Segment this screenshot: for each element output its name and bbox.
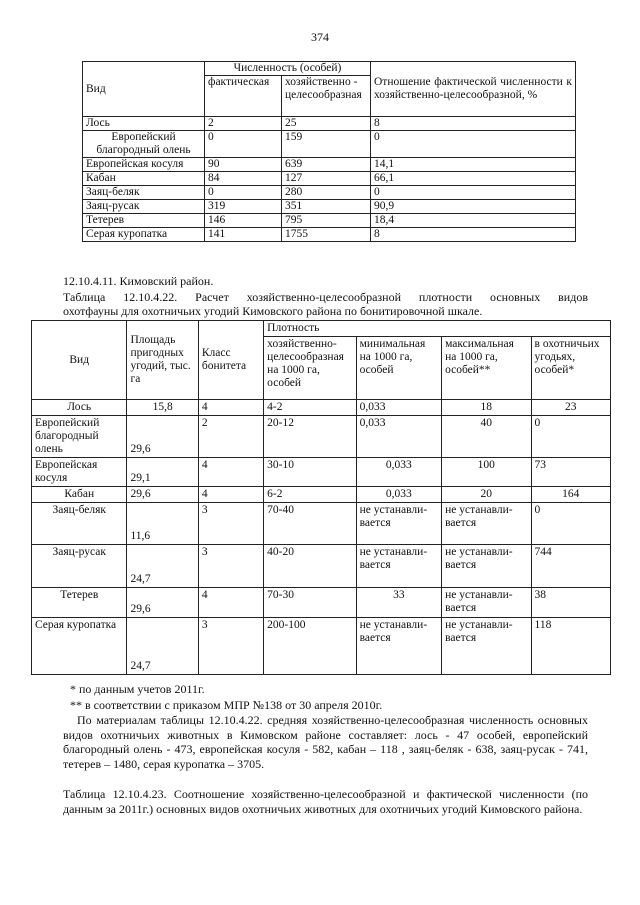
table-row bbox=[32, 545, 611, 588]
t2-minimum: 0,033 bbox=[356, 400, 441, 416]
t1-economic: 25 bbox=[282, 117, 371, 131]
t1-species: Тетерев bbox=[83, 214, 205, 228]
t1-species: Заяц-русак bbox=[83, 200, 205, 214]
table-row bbox=[83, 214, 576, 228]
t2-economic: 70-40 bbox=[264, 503, 356, 545]
t2-minimum: не устанавли-вается bbox=[356, 503, 441, 545]
t2-minimum: не устанавли-вается bbox=[356, 545, 441, 588]
t1-actual: 84 bbox=[205, 172, 282, 186]
t2-species: Серая куропатка bbox=[32, 618, 127, 675]
ratio-table bbox=[82, 61, 576, 242]
t1-actual: 146 bbox=[205, 214, 282, 228]
t2-class: 3 bbox=[198, 503, 263, 545]
t1-species: Кабан bbox=[83, 172, 205, 186]
t2-header-maximum: максимальная на 1000 га, особей** bbox=[442, 337, 531, 400]
t2-in-grounds: 23 bbox=[531, 400, 610, 416]
t2-maximum: 100 bbox=[442, 458, 531, 487]
section-heading: 12.10.4.11. Кимовский район. bbox=[63, 274, 214, 288]
t2-area: 11,6 bbox=[127, 503, 198, 545]
t1-ratio: 90,9 bbox=[371, 200, 576, 214]
t1-economic: 280 bbox=[282, 186, 371, 200]
t2-economic: 4-2 bbox=[264, 400, 356, 416]
t2-header-density-group: Плотность bbox=[264, 321, 611, 337]
t2-area: 29,6 bbox=[127, 416, 198, 458]
table-row bbox=[32, 458, 611, 487]
t2-class: 4 bbox=[198, 487, 263, 503]
table2-caption-line1: Таблица 12.10.4.22. Расчет хозяйственно-целесообразной плотности основных видов bbox=[63, 290, 588, 304]
t2-class: 4 bbox=[198, 400, 263, 416]
t2-in-grounds: 0 bbox=[531, 416, 610, 458]
page-number: 374 bbox=[311, 30, 329, 44]
t1-species: Европейская косуля bbox=[83, 158, 205, 172]
t2-header-economic: хозяйственно-целесообразная на 1000 га, особей bbox=[264, 337, 356, 400]
t1-actual: 90 bbox=[205, 158, 282, 172]
table-row bbox=[83, 131, 576, 158]
table-row bbox=[32, 588, 611, 618]
summary-paragraph: По материалам таблицы 12.10.4.22. средняя хозяйственно-целесообразная численность основных видов охотничьих животных в Кимовском районе составляет: лось - 47 особей, европейский благородный олень - 473, европейская косуля - 582, кабан – 118 , заяц-беляк - 638, заяц-русак - 741, тетерев – 1480, серая куропатка – 3705. bbox=[63, 713, 588, 771]
t2-class: 2 bbox=[198, 416, 263, 458]
t2-maximum: не устанавли-вается bbox=[442, 503, 531, 545]
t1-header-species: Вид bbox=[83, 62, 205, 117]
table-row bbox=[83, 117, 576, 131]
t2-area: 24,7 bbox=[127, 618, 198, 675]
t1-ratio: 0 bbox=[371, 186, 576, 200]
t1-species: Лось bbox=[83, 117, 205, 131]
t1-economic: 1755 bbox=[282, 228, 371, 242]
t2-maximum: не устанавли-вается bbox=[442, 545, 531, 588]
t1-species: Европейский благородный олень bbox=[83, 131, 205, 158]
t2-maximum: не устанавли-вается bbox=[442, 588, 531, 618]
t2-in-grounds: 73 bbox=[531, 458, 610, 487]
table-row bbox=[83, 186, 576, 200]
t1-economic: 639 bbox=[282, 158, 371, 172]
t1-ratio: 18,4 bbox=[371, 214, 576, 228]
t1-actual: 0 bbox=[205, 131, 282, 158]
t2-class: 3 bbox=[198, 618, 263, 675]
table-row bbox=[32, 400, 611, 416]
table2-caption-line2: охотфауны для охотничьих угодий Кимовского района по бонитировочной шкале. bbox=[63, 304, 483, 318]
t2-minimum: 0,033 bbox=[356, 458, 441, 487]
t2-area: 29,6 bbox=[127, 487, 198, 503]
t1-ratio: 0 bbox=[371, 131, 576, 158]
table-row bbox=[32, 503, 611, 545]
density-table bbox=[31, 320, 611, 675]
t2-species: Европейская косуля bbox=[32, 458, 127, 487]
table-row bbox=[32, 487, 611, 503]
t2-species: Кабан bbox=[32, 487, 127, 503]
t2-header-species: Вид bbox=[32, 321, 127, 400]
t2-economic: 20-12 bbox=[264, 416, 356, 458]
t2-economic: 200-100 bbox=[264, 618, 356, 675]
t2-class: 4 bbox=[198, 458, 263, 487]
table-row bbox=[83, 172, 576, 186]
t2-species: Заяц-русак bbox=[32, 545, 127, 588]
t1-header-ratio: Отношение фактической численности к хозяйственно-целесообразной, % bbox=[371, 62, 576, 117]
t2-class: 4 bbox=[198, 588, 263, 618]
t1-ratio: 8 bbox=[371, 117, 576, 131]
t2-maximum: 20 bbox=[442, 487, 531, 503]
footnote-1: * по данным учетов 2011г. bbox=[70, 682, 205, 696]
t1-ratio: 66,1 bbox=[371, 172, 576, 186]
t1-header-count-group: Численность (особей) bbox=[205, 62, 371, 76]
table-row bbox=[83, 200, 576, 214]
t2-species: Заяц-беляк bbox=[32, 503, 127, 545]
t2-area: 24,7 bbox=[127, 545, 198, 588]
t2-species: Тетерев bbox=[32, 588, 127, 618]
t2-in-grounds: 118 bbox=[531, 618, 610, 675]
t2-header-class: Класс бонитета bbox=[198, 321, 263, 400]
table-row bbox=[32, 416, 611, 458]
t2-economic: 40-20 bbox=[264, 545, 356, 588]
t2-area: 29,1 bbox=[127, 458, 198, 487]
t1-actual: 0 bbox=[205, 186, 282, 200]
footnote-2: ** в соответствии с приказом МПР №138 от 30 апреля 2010г. bbox=[70, 698, 383, 712]
t2-minimum: 33 bbox=[356, 588, 441, 618]
t2-maximum: 40 bbox=[442, 416, 531, 458]
t2-area: 15,8 bbox=[127, 400, 198, 416]
t2-maximum: 18 bbox=[442, 400, 531, 416]
t2-in-grounds: 164 bbox=[531, 487, 610, 503]
t1-ratio: 14,1 bbox=[371, 158, 576, 172]
t1-actual: 2 bbox=[205, 117, 282, 131]
t2-minimum: 0,033 bbox=[356, 487, 441, 503]
t1-header-actual: фактическая bbox=[205, 76, 282, 117]
t2-maximum: не устанавли-вается bbox=[442, 618, 531, 675]
t2-area: 29,6 bbox=[127, 588, 198, 618]
t2-header-minimum: минимальная на 1000 га, особей bbox=[356, 337, 441, 400]
t1-economic: 351 bbox=[282, 200, 371, 214]
t2-in-grounds: 38 bbox=[531, 588, 610, 618]
t1-actual: 141 bbox=[205, 228, 282, 242]
t1-header-economic: хозяйственно - целесообразная bbox=[282, 76, 371, 117]
t2-header-in-grounds: в охотничьих угодьях, особей* bbox=[531, 337, 610, 400]
t2-economic: 30-10 bbox=[264, 458, 356, 487]
t2-class: 3 bbox=[198, 545, 263, 588]
t1-species: Серая куропатка bbox=[83, 228, 205, 242]
t1-economic: 159 bbox=[282, 131, 371, 158]
table-row bbox=[83, 228, 576, 242]
t2-economic: 6-2 bbox=[264, 487, 356, 503]
t1-ratio: 8 bbox=[371, 228, 576, 242]
t2-header-area: Площадь пригодных угодий, тыс. га bbox=[127, 321, 198, 400]
t1-species: Заяц-беляк bbox=[83, 186, 205, 200]
t1-actual: 319 bbox=[205, 200, 282, 214]
t2-in-grounds: 0 bbox=[531, 503, 610, 545]
t2-in-grounds: 744 bbox=[531, 545, 610, 588]
table3-caption: Таблица 12.10.4.23. Соотношение хозяйственно-целесообразной и фактической численности (по данным за 2011г.) основных видов охотничьих животных для охотничьих угодий Кимовского района. bbox=[63, 787, 588, 816]
t2-economic: 70-30 bbox=[264, 588, 356, 618]
table-row bbox=[83, 158, 576, 172]
t2-species: Европейский благородный олень bbox=[32, 416, 127, 458]
table-row bbox=[32, 618, 611, 675]
t2-species: Лось bbox=[32, 400, 127, 416]
t1-economic: 127 bbox=[282, 172, 371, 186]
t2-minimum: 0,033 bbox=[356, 416, 441, 458]
t2-minimum: не устанавли-вается bbox=[356, 618, 441, 675]
t1-economic: 795 bbox=[282, 214, 371, 228]
